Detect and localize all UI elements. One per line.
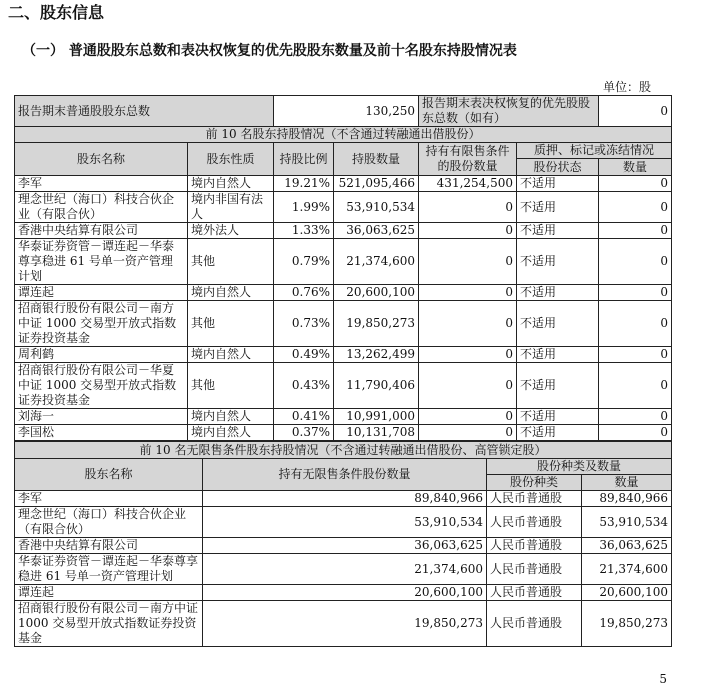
- cell-count: 53,910,534: [203, 507, 487, 538]
- cell-restricted: 0: [419, 223, 517, 239]
- cell-name: 刘海一: [15, 409, 188, 425]
- col-nature: 股东性质: [188, 143, 274, 176]
- cell-qty: 89,840,966: [582, 491, 672, 507]
- cell-restricted: 0: [419, 192, 517, 223]
- table-row: [15, 239, 672, 285]
- cell-nature: 其他: [188, 301, 274, 347]
- cell-name: 李国松: [15, 425, 188, 441]
- subsection-title: （一） 普通股股东总数和表决权恢复的优先股股东数量及前十名股东持股情况表: [22, 43, 517, 59]
- col-kind: 股份种类: [487, 475, 582, 491]
- cell-ratio: 19.21%: [274, 176, 334, 192]
- cell-qty: 20,600,100: [582, 585, 672, 601]
- cell-status: 不适用: [517, 223, 599, 239]
- col-count: 持有无限售条件股份数量: [203, 459, 487, 491]
- table-row: [15, 285, 672, 301]
- cell-name: 理念世纪（海口）科技合伙企业（有限合伙）: [15, 192, 188, 223]
- table-row: [15, 176, 672, 192]
- cell-qty: 0: [599, 409, 672, 425]
- cell-count: 19,850,273: [203, 601, 487, 647]
- cell-nature: 境内自然人: [188, 425, 274, 441]
- unrestricted-section-header: 前 10 名无限售条件股东持股情况（不含通过转融通出借股份、高管锁定股）: [15, 442, 672, 459]
- cell-name: 华泰证券资管－谭连起－华泰尊享稳进 61 号单一资产管理计划: [15, 554, 203, 585]
- cell-shares: 53,910,534: [334, 192, 419, 223]
- cell-nature: 境内自然人: [188, 347, 274, 363]
- cell-ratio: 0.41%: [274, 409, 334, 425]
- unit-label: 单位：股: [602, 80, 651, 94]
- cell-ratio: 0.73%: [274, 301, 334, 347]
- cell-status: 不适用: [517, 363, 599, 409]
- cell-count: 89,840,966: [203, 491, 487, 507]
- cell-nature: 境内自然人: [188, 176, 274, 192]
- cell-shares: 521,095,466: [334, 176, 419, 192]
- cell-name: 香港中央结算有限公司: [15, 223, 188, 239]
- cell-qty: 0: [599, 239, 672, 285]
- table-row: [15, 585, 672, 601]
- cell-count: 21,374,600: [203, 554, 487, 585]
- cell-nature: 境内自然人: [188, 285, 274, 301]
- cell-kind: 人民币普通股: [487, 538, 582, 554]
- cell-name: 香港中央结算有限公司: [15, 538, 203, 554]
- cell-nature: 境内自然人: [188, 409, 274, 425]
- cell-qty: 21,374,600: [582, 554, 672, 585]
- cell-qty: 19,850,273: [582, 601, 672, 647]
- table-row: [15, 409, 672, 425]
- cell-nature: 境外法人: [188, 223, 274, 239]
- cell-name: 李军: [15, 491, 203, 507]
- cell-ratio: 0.37%: [274, 425, 334, 441]
- cell-restricted: 0: [419, 409, 517, 425]
- cell-kind: 人民币普通股: [487, 491, 582, 507]
- cell-shares: 21,374,600: [334, 239, 419, 285]
- table-row: [15, 301, 672, 347]
- cell-qty: 0: [599, 176, 672, 192]
- cell-shares: 10,991,000: [334, 409, 419, 425]
- cell-status: 不适用: [517, 176, 599, 192]
- cell-status: 不适用: [517, 239, 599, 285]
- cell-name: 理念世纪（海口）科技合伙企业（有限合伙）: [15, 507, 203, 538]
- cell-status: 不适用: [517, 409, 599, 425]
- common-holders-value: 130,250: [274, 96, 419, 127]
- cell-kind: 人民币普通股: [487, 601, 582, 647]
- cell-ratio: 0.76%: [274, 285, 334, 301]
- table-row: [15, 347, 672, 363]
- pref-holders-value: 0: [599, 96, 672, 127]
- top10-section-header: 前 10 名股东持股情况（不含通过转融通出借股份）: [15, 127, 672, 143]
- cell-restricted: 0: [419, 347, 517, 363]
- cell-ratio: 0.43%: [274, 363, 334, 409]
- table-row: [15, 601, 672, 647]
- cell-qty: 53,910,534: [582, 507, 672, 538]
- cell-name: 招商银行股份有限公司－南方中证 1000 交易型开放式指数证券投资基金: [15, 301, 188, 347]
- cell-ratio: 0.79%: [274, 239, 334, 285]
- cell-shares: 19,850,273: [334, 301, 419, 347]
- table-row: [15, 192, 672, 223]
- cell-name: 谭连起: [15, 285, 188, 301]
- table-row: [15, 363, 672, 409]
- cell-qty: 0: [599, 425, 672, 441]
- cell-restricted: 431,254,500: [419, 176, 517, 192]
- col-pledge: 质押、标记或冻结情况: [517, 143, 672, 159]
- cell-qty: 36,063,625: [582, 538, 672, 554]
- cell-restricted: 0: [419, 239, 517, 285]
- cell-qty: 0: [599, 192, 672, 223]
- table-row: [15, 507, 672, 538]
- cell-restricted: 0: [419, 425, 517, 441]
- cell-name: 李军: [15, 176, 188, 192]
- cell-qty: 0: [599, 223, 672, 239]
- cell-shares: 20,600,100: [334, 285, 419, 301]
- cell-qty: 0: [599, 285, 672, 301]
- cell-shares: 36,063,625: [334, 223, 419, 239]
- cell-ratio: 1.33%: [274, 223, 334, 239]
- cell-qty: 0: [599, 363, 672, 409]
- cell-status: 不适用: [517, 301, 599, 347]
- cell-count: 20,600,100: [203, 585, 487, 601]
- pref-holders-label: 报告期末表决权恢复的优先股股东总数（如有）: [419, 96, 599, 127]
- cell-restricted: 0: [419, 285, 517, 301]
- col-ratio: 持股比例: [274, 143, 334, 176]
- cell-shares: 11,790,406: [334, 363, 419, 409]
- cell-nature: 其他: [188, 239, 274, 285]
- col-name: 股东名称: [15, 459, 203, 491]
- cell-restricted: 0: [419, 363, 517, 409]
- cell-shares: 10,131,708: [334, 425, 419, 441]
- cell-count: 36,063,625: [203, 538, 487, 554]
- cell-shares: 13,262,499: [334, 347, 419, 363]
- table-row: [15, 538, 672, 554]
- cell-status: 不适用: [517, 285, 599, 301]
- cell-status: 不适用: [517, 347, 599, 363]
- cell-ratio: 0.49%: [274, 347, 334, 363]
- table-row: [15, 554, 672, 585]
- cell-kind: 人民币普通股: [487, 507, 582, 538]
- col-shares: 持股数量: [334, 143, 419, 176]
- table-row: [15, 223, 672, 239]
- cell-name: 招商银行股份有限公司－华夏中证 1000 交易型开放式指数证券投资基金: [15, 363, 188, 409]
- col-qty: 数量: [599, 159, 672, 176]
- cell-name: 谭连起: [15, 585, 203, 601]
- cell-status: 不适用: [517, 425, 599, 441]
- col-status: 股份状态: [517, 159, 599, 176]
- cell-restricted: 0: [419, 301, 517, 347]
- cell-ratio: 1.99%: [274, 192, 334, 223]
- cell-qty: 0: [599, 347, 672, 363]
- cell-nature: 境内非国有法人: [188, 192, 274, 223]
- cell-nature: 其他: [188, 363, 274, 409]
- col-qty: 数量: [582, 475, 672, 491]
- cell-name: 华泰证券资管－谭连起－华泰尊享稳进 61 号单一资产管理计划: [15, 239, 188, 285]
- cell-kind: 人民币普通股: [487, 585, 582, 601]
- unrestricted-shareholders-table: [14, 441, 672, 647]
- cell-status: 不适用: [517, 192, 599, 223]
- common-holders-label: 报告期末普通股股东总数: [15, 96, 274, 127]
- cell-kind: 人民币普通股: [487, 554, 582, 585]
- table-row: [15, 491, 672, 507]
- table-row: [15, 425, 672, 441]
- col-restricted: 持有有限售条件的股份数量: [419, 143, 517, 176]
- cell-qty: 0: [599, 301, 672, 347]
- col-name: 股东名称: [15, 143, 188, 176]
- section-title: 二、股东信息: [8, 3, 105, 22]
- page-number: 5: [659, 672, 667, 686]
- top10-shareholders-table: [14, 95, 672, 441]
- cell-name: 招商银行股份有限公司－南方中证 1000 交易型开放式指数证券投资基金: [15, 601, 203, 647]
- cell-name: 周利鹤: [15, 347, 188, 363]
- col-kind-qty: 股份种类及数量: [487, 459, 672, 475]
